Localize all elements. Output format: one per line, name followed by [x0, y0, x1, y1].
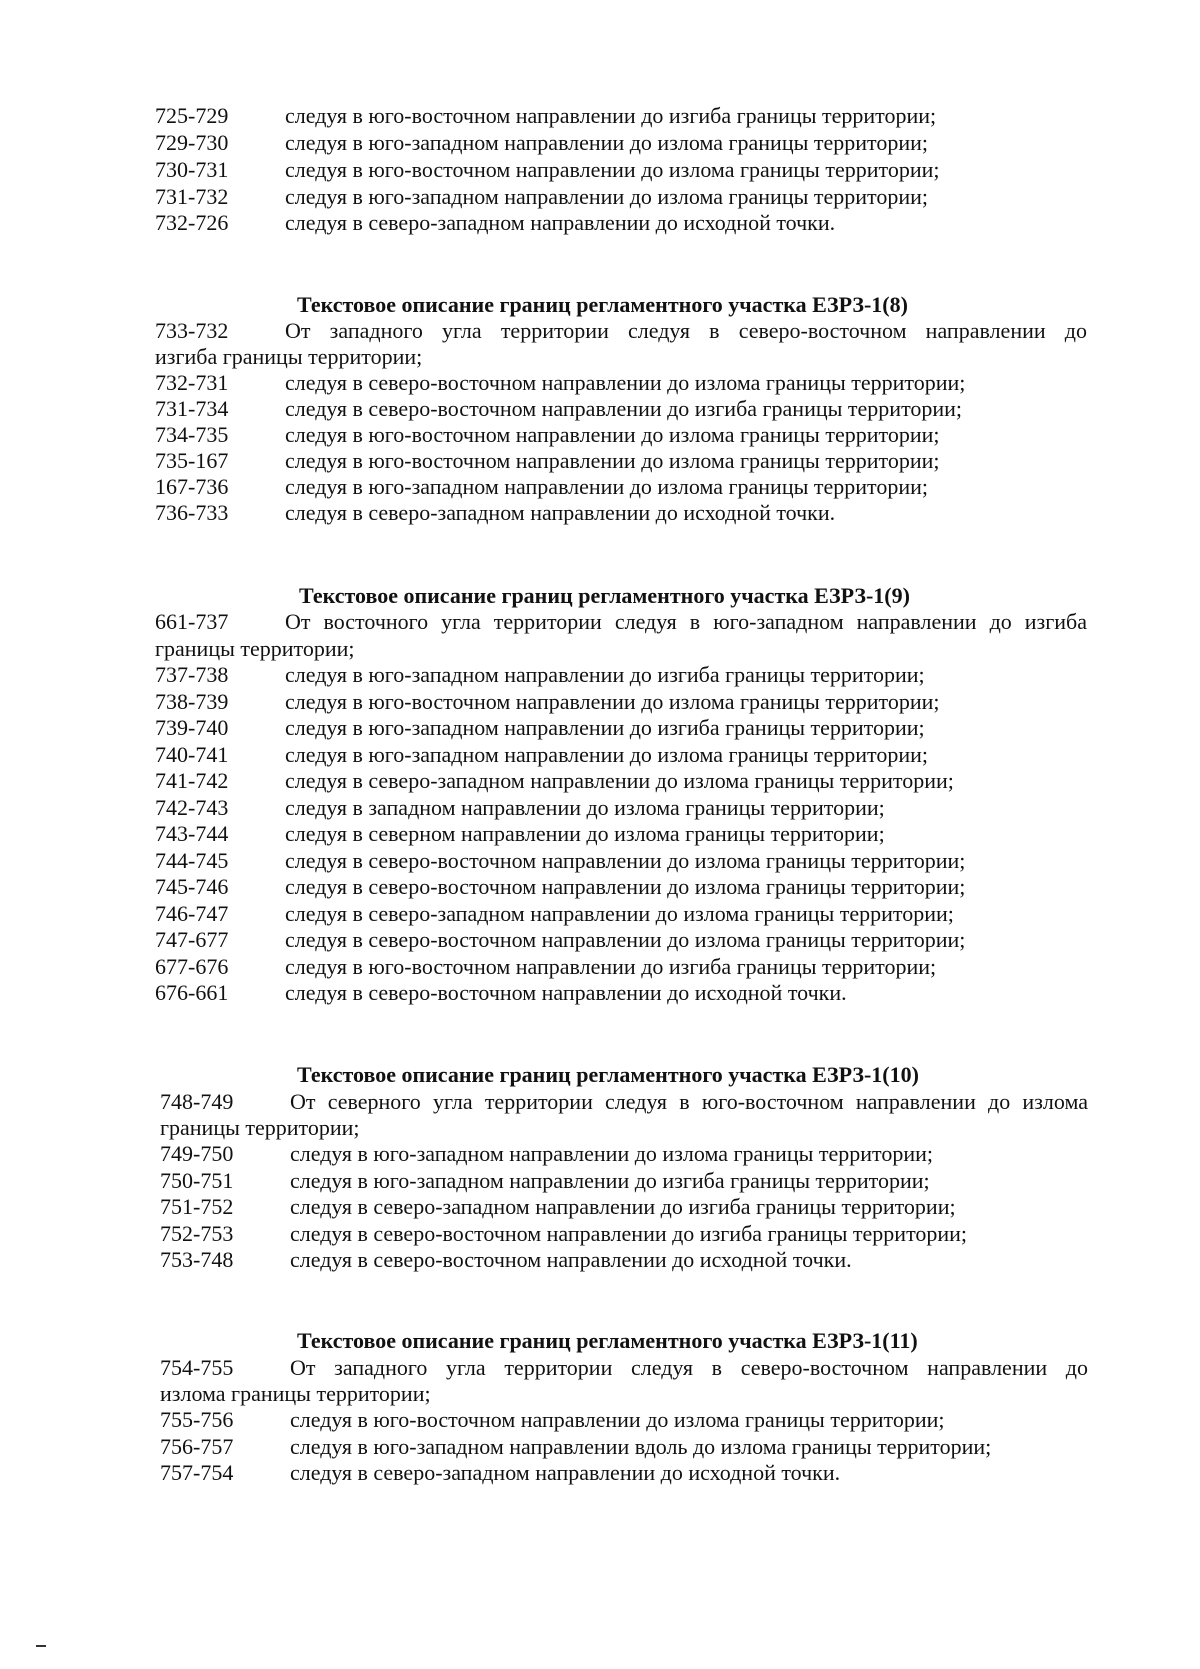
segment-description: следуя в юго-западном направлении до излома границы территории; — [285, 742, 929, 767]
segment-code: 732-731 — [155, 370, 229, 395]
segment-code: 743-744 — [155, 821, 229, 846]
segment-code: 731-732 — [155, 184, 229, 209]
segment-description: следуя в северо-восточном направлении до изгиба границы территории; — [290, 1221, 968, 1246]
segment-code: 736-733 — [155, 500, 229, 525]
segment-code: 733-732 — [155, 318, 229, 343]
segment-code: 167-736 — [155, 474, 229, 499]
segment-code: 751-752 — [160, 1194, 234, 1219]
segment-code: 750-751 — [160, 1168, 234, 1193]
segment-code: 741-742 — [155, 768, 229, 793]
segment-code: 747-677 — [155, 927, 229, 952]
segment-description-continuation: изгиба границы территории; — [155, 344, 423, 369]
segment-description: следуя в северо-восточном направлении до излома границы территории; — [285, 848, 966, 873]
list-item — [160, 1089, 1088, 1115]
segment-description: следуя в юго-западном направлении до изгиба границы территории; — [285, 715, 925, 740]
section-heading: Текстовое описание границ регламентного участка ЕЗРЗ-1(11) — [297, 1328, 918, 1353]
segment-description: следуя в западном направлении до излома границы территории; — [285, 795, 885, 820]
segment-description: следуя в северо-восточном направлении до изгиба границы территории; — [285, 396, 963, 421]
segment-code: 738-739 — [155, 689, 229, 714]
segment-code: 746-747 — [155, 901, 229, 926]
segment-code: 725-729 — [155, 103, 229, 128]
segment-code: 735-167 — [155, 448, 229, 473]
segment-description: следуя в северо-восточном направлении до излома границы территории; — [285, 874, 966, 899]
segment-code: 734-735 — [155, 422, 229, 447]
segment-description-continuation: границы территории; — [155, 636, 355, 661]
segment-description: следуя в юго-западном направлении вдоль до излома границы территории; — [290, 1434, 992, 1459]
segment-code: 757-754 — [160, 1460, 234, 1485]
segment-description: следуя в юго-восточном направлении до изгиба границы территории; — [285, 954, 937, 979]
segment-code: 749-750 — [160, 1141, 234, 1166]
segment-code: 676-661 — [155, 980, 229, 1005]
segment-description: следуя в юго-восточном направлении до излома границы территории; — [285, 689, 940, 714]
segment-code: 729-730 — [155, 130, 229, 155]
segment-description: следуя в юго-восточном направлении до излома границы территории; — [290, 1407, 945, 1432]
segment-description: следуя в северо-западном направлении до изгиба границы территории; — [290, 1194, 956, 1219]
segment-description: следуя в юго-восточном направлении до излома границы территории; — [285, 422, 940, 447]
segment-description: следуя в юго-восточном направлении до излома границы территории; — [285, 157, 940, 182]
segment-code: 754-755 — [160, 1355, 234, 1380]
segment-description: следуя в юго-западном направлении до изгиба границы территории; — [285, 662, 925, 687]
segment-code: 740-741 — [155, 742, 229, 767]
list-item — [160, 1355, 1088, 1381]
segment-description: следуя в юго-западном направлении до изгиба границы территории; — [290, 1168, 930, 1193]
scan-mark — [36, 1645, 46, 1647]
segment-code: 730-731 — [155, 157, 229, 182]
segment-code: 753-748 — [160, 1247, 234, 1272]
segment-description: От северного угла территории следуя в юго-восточном направлении до излома — [290, 1089, 1088, 1114]
segment-description-continuation: границы территории; — [160, 1115, 360, 1140]
segment-code: 731-734 — [155, 396, 229, 421]
segment-description: следуя в юго-западном направлении до излома границы территории; — [285, 474, 929, 499]
segment-code: 752-753 — [160, 1221, 234, 1246]
segment-description: следуя в северо-восточном направлении до исходной точки. — [290, 1247, 852, 1272]
segment-code: 739-740 — [155, 715, 229, 740]
segment-code: 744-745 — [155, 848, 229, 873]
segment-description: следуя в юго-западном направлении до излома границы территории; — [285, 184, 929, 209]
segment-description: следуя в северо-восточном направлении до исходной точки. — [285, 980, 847, 1005]
segment-description: От западного угла территории следуя в северо-восточном направлении до — [285, 318, 1087, 343]
segment-description: следуя в северо-западном направлении до исходной точки. — [290, 1460, 841, 1485]
segment-description: следуя в юго-западном направлении до излома границы территории; — [290, 1141, 934, 1166]
segment-description: следуя в северо-западном направлении до излома границы территории; — [285, 768, 954, 793]
segment-description: следуя в северо-западном направлении до исходной точки. — [285, 500, 836, 525]
list-item — [155, 609, 1087, 635]
segment-description-continuation: излома границы территории; — [160, 1381, 431, 1406]
segment-code: 732-726 — [155, 210, 229, 235]
list-item — [155, 318, 1087, 344]
segment-description: От восточного угла территории следуя в юго-западном направлении до изгиба — [285, 609, 1087, 634]
segment-code: 737-738 — [155, 662, 229, 687]
segment-description: следуя в юго-западном направлении до излома границы территории; — [285, 130, 929, 155]
segment-description: следуя в северо-западном направлении до излома границы территории; — [285, 901, 954, 926]
segment-description: следуя в юго-восточном направлении до изгиба границы территории; — [285, 103, 937, 128]
segment-description: От западного угла территории следуя в северо-восточном направлении до — [290, 1355, 1088, 1380]
section-heading: Текстовое описание границ регламентного участка ЕЗРЗ-1(10) — [297, 1062, 919, 1087]
segment-description: следуя в юго-восточном направлении до излома границы территории; — [285, 448, 940, 473]
segment-code: 755-756 — [160, 1407, 234, 1432]
segment-description: следуя в северо-восточном направлении до излома границы территории; — [285, 927, 966, 952]
segment-description: следуя в северо-западном направлении до исходной точки. — [285, 210, 836, 235]
segment-code: 745-746 — [155, 874, 229, 899]
segment-description: следуя в северо-восточном направлении до излома границы территории; — [285, 370, 966, 395]
segment-code: 756-757 — [160, 1434, 234, 1459]
segment-code: 661-737 — [155, 609, 229, 634]
section-heading: Текстовое описание границ регламентного участка ЕЗРЗ-1(8) — [297, 292, 908, 317]
segment-code: 748-749 — [160, 1089, 234, 1114]
segment-code: 677-676 — [155, 954, 229, 979]
section-heading: Текстовое описание границ регламентного участка ЕЗРЗ-1(9) — [299, 583, 910, 608]
segment-code: 742-743 — [155, 795, 229, 820]
segment-description: следуя в северном направлении до излома границы территории; — [285, 821, 885, 846]
